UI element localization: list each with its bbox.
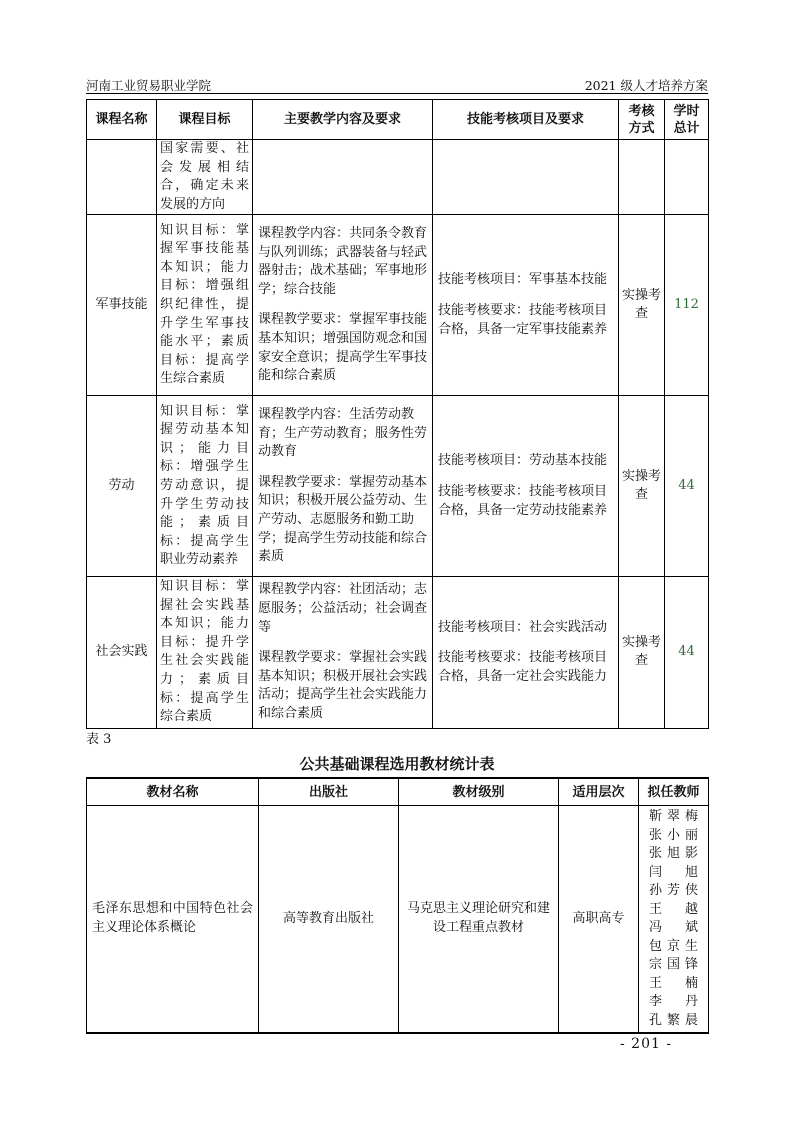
skill-item-text: 技能考核项目：社会实践活动	[438, 619, 608, 635]
col-course-goal: 课程目标	[157, 100, 253, 140]
table-row	[87, 215, 709, 396]
col-hours-line-1: 学时	[673, 103, 700, 119]
cell-goal: 知识目标：掌握劳动基本知识；能力目标：增强学生劳动意识，提升学生劳动技能；素质目标：提高学生职业劳动素养	[157, 396, 253, 577]
cell-empty	[619, 140, 665, 215]
cell-course-name: 军事技能	[87, 215, 157, 396]
col-course-name: 课程名称	[87, 100, 157, 140]
table-row-continuation	[87, 140, 709, 215]
teacher-name: 孔繁晨	[649, 1012, 698, 1028]
cell-course-name: 劳动	[87, 396, 157, 577]
header-rule	[86, 93, 708, 94]
col-skill-assessment: 技能考核项目及要求	[433, 100, 619, 140]
table-label: 表 3	[86, 732, 112, 747]
textbook-table-header	[87, 778, 709, 806]
cell-skill	[433, 215, 619, 396]
col-hours-line-2: 总计	[673, 120, 700, 136]
cell-method: 实操考查	[619, 577, 665, 728]
content-text: 课程教学内容：共同条令教育与队列训练；武器装备与轻武器射击；战术基础；军事地形学；综合技能	[258, 226, 428, 297]
content-text: 课程教学内容：生活劳动教育；生产劳动教育；服务性劳动教育	[258, 407, 428, 460]
teacher-name: 靳翠梅	[649, 809, 698, 824]
table-title: 公共基础课程选用教材统计表	[299, 755, 495, 773]
cell-empty	[253, 140, 433, 215]
teacher-name: 王越	[649, 901, 698, 917]
cell-method: 实操考查	[619, 215, 665, 396]
col-method-line-1: 考核	[628, 103, 655, 119]
teacher-name: 张旭影	[649, 846, 698, 861]
teacher-name: 孙芳侠	[649, 883, 698, 898]
skill-requirement-text: 技能考核要求：技能考核项目合格，具备一定社会实践能力	[438, 650, 608, 684]
col-total-hours	[665, 100, 709, 140]
skill-item-text: 技能考核项目：劳动基本技能	[438, 453, 608, 469]
teacher-name: 王楠	[649, 975, 698, 991]
cell-content	[253, 577, 433, 728]
cell-skill	[433, 577, 619, 728]
col-method-line-2: 方式	[628, 120, 655, 136]
cell-goal: 知识目标：掌握社会实践基本知识；能力目标：提升学生社会实践能力；素质目标：提高学生综合素质	[157, 577, 253, 728]
cell-hours: 44	[665, 396, 709, 577]
teacher-name: 闫旭	[649, 864, 698, 880]
col-teachers: 拟任教师	[639, 778, 709, 806]
skill-item-text: 技能考核项目：军事基本技能	[438, 272, 608, 288]
course-table	[86, 99, 709, 729]
school-name: 河南工业贸易职业学院	[86, 78, 212, 93]
table-row	[87, 806, 709, 1034]
teacher-name: 张小丽	[649, 827, 698, 843]
cell-method: 实操考查	[619, 396, 665, 577]
cell-goal: 国家需要、社会发展相结合，确定未来发展的方向	[157, 140, 253, 215]
cell-publisher: 高等教育出版社	[259, 806, 399, 1034]
cell-goal: 知识目标：掌握军事技能基本知识；能力目标：增强组织纪律性，提升学生军事技能水平；素质目标：提高学生综合素质	[157, 215, 253, 396]
cell-empty	[433, 140, 619, 215]
cell-empty	[665, 140, 709, 215]
col-textbook-name: 教材名称	[87, 778, 259, 806]
plan-title: 2021 级人才培养方案	[584, 78, 708, 93]
cell-textbook-name: 毛泽东思想和中国特色社会主义理论体系概论	[87, 806, 259, 1034]
teacher-name: 李丹	[649, 994, 698, 1009]
cell-hours: 112	[665, 215, 709, 396]
col-applicable-tier: 适用层次	[559, 778, 639, 806]
teacher-name: 包京生	[649, 938, 698, 954]
skill-requirement-text: 技能考核要求：技能考核项目合格，具备一定劳动技能素养	[438, 484, 608, 518]
textbook-table	[86, 777, 709, 1034]
page-number: - 201 -	[620, 1036, 673, 1052]
teacher-name: 宗国锋	[649, 957, 698, 972]
requirement-text: 课程教学要求：掌握社会实践基本知识；积极开展社会实践活动；提高学生社会实践能力和综合素质	[258, 650, 428, 721]
skill-requirement-text: 技能考核要求：技能考核项目合格，具备一定军事技能素养	[438, 303, 608, 337]
cell-course-name: 社会实践	[87, 577, 157, 728]
requirement-text: 课程教学要求：掌握军事技能基本知识；增强国防观念和国家安全意识；提高学生军事技能和综合素质	[258, 312, 428, 384]
cell-content	[253, 396, 433, 577]
requirement-text: 课程教学要求：掌握劳动基本知识；积极开展公益劳动、生产劳动、志愿服务和勤工助学；提高学生劳动技能和综合素质	[258, 474, 428, 565]
teacher-name: 冯斌	[649, 920, 698, 935]
table-row	[87, 396, 709, 577]
col-teaching-content: 主要教学内容及要求	[253, 100, 433, 140]
cell-applicable-tier: 高职高专	[559, 806, 639, 1034]
col-assessment-method	[619, 100, 665, 140]
cell-content	[253, 215, 433, 396]
col-textbook-level: 教材级别	[399, 778, 559, 806]
cell-textbook-level: 马克思主义理论研究和建设工程重点教材	[399, 806, 559, 1034]
content-text: 课程教学内容：社团活动；志愿服务；公益活动；社会调查等	[258, 582, 428, 635]
page-header	[86, 76, 708, 94]
course-table-header	[87, 100, 709, 140]
cell-teachers	[639, 806, 709, 1034]
table-row	[87, 577, 709, 728]
cell-skill	[433, 396, 619, 577]
cell-empty	[87, 140, 157, 215]
col-publisher: 出版社	[259, 778, 399, 806]
cell-hours: 44	[665, 577, 709, 728]
